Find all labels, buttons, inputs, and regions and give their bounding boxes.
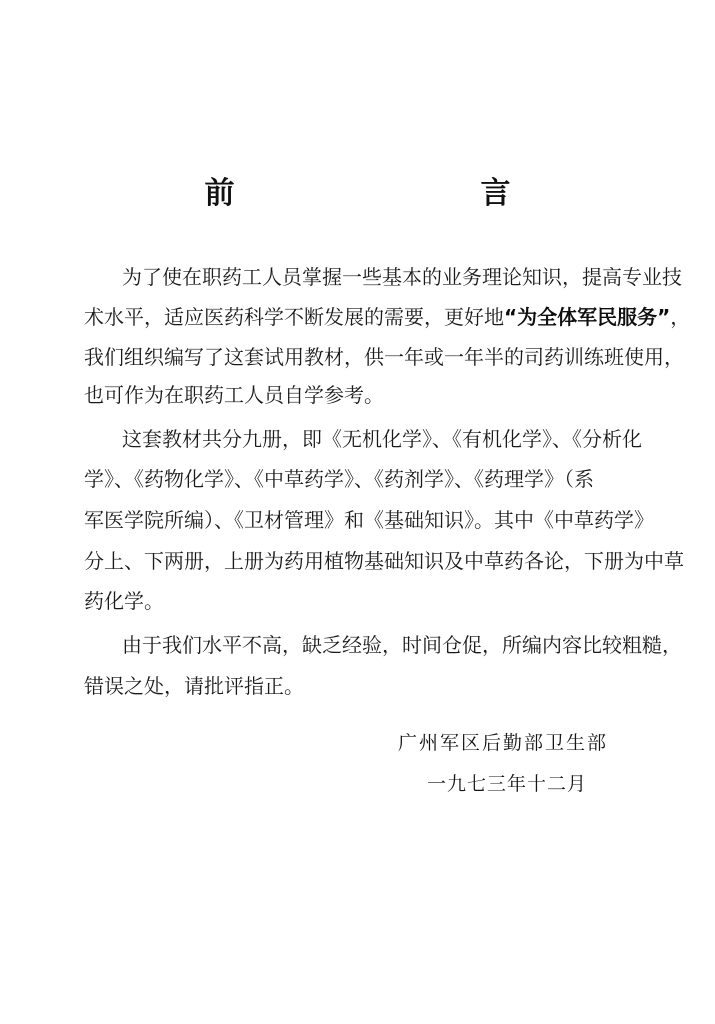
signature-date: 一九七三年十二月 [427,773,588,795]
paragraph-2-line-1: 这套教材共分九册，即《无机化学》、《有机化学》、《分析化 [122,427,642,451]
paragraph-1-line-3: 我们组织编写了这套试用教材，供一年或一年半的司药训练班使用， [84,345,684,369]
paragraph-3-line-2: 错误之处，请批评指正。 [84,674,304,698]
paragraph-1-line-2 [84,302,691,332]
emphasized-slogan: “为全体军民服务” [504,305,671,329]
paragraph-2-line-5: 药化学。 [84,589,164,613]
page-title: 前 言 [204,176,573,211]
paragraph-2-line-2: 学》、《药物化学》、《中草药学》、《药剂学》、《药理学》（系 [84,467,594,491]
paragraph-2-line-4: 分上、下两册，上册为药用植物基础知识及中草药各论，下册为中草 [84,549,684,573]
paragraph-1-line-2-text: 术水平，适应医药科学不断发展的需要，更好地 [84,305,504,329]
paragraph-1-line-1: 为了使在职药工人员掌握一些基本的业务理论知识，提高专业技 [122,265,682,289]
paragraph-2-line-3: 军医学院所编）、《卫材管理》和《基础知识》。其中《中草药学》 [84,508,654,532]
paragraph-3-line-1: 由于我们水平不高，缺乏经验，时间仓促，所编内容比较粗糙， [122,633,682,657]
paragraph-1-line-4: 也可作为在职药工人员自学参考。 [84,383,384,407]
signature-organization: 广州军区后勤部卫生部 [398,732,609,754]
paragraph-1-line-2-end: ， [670,305,691,329]
